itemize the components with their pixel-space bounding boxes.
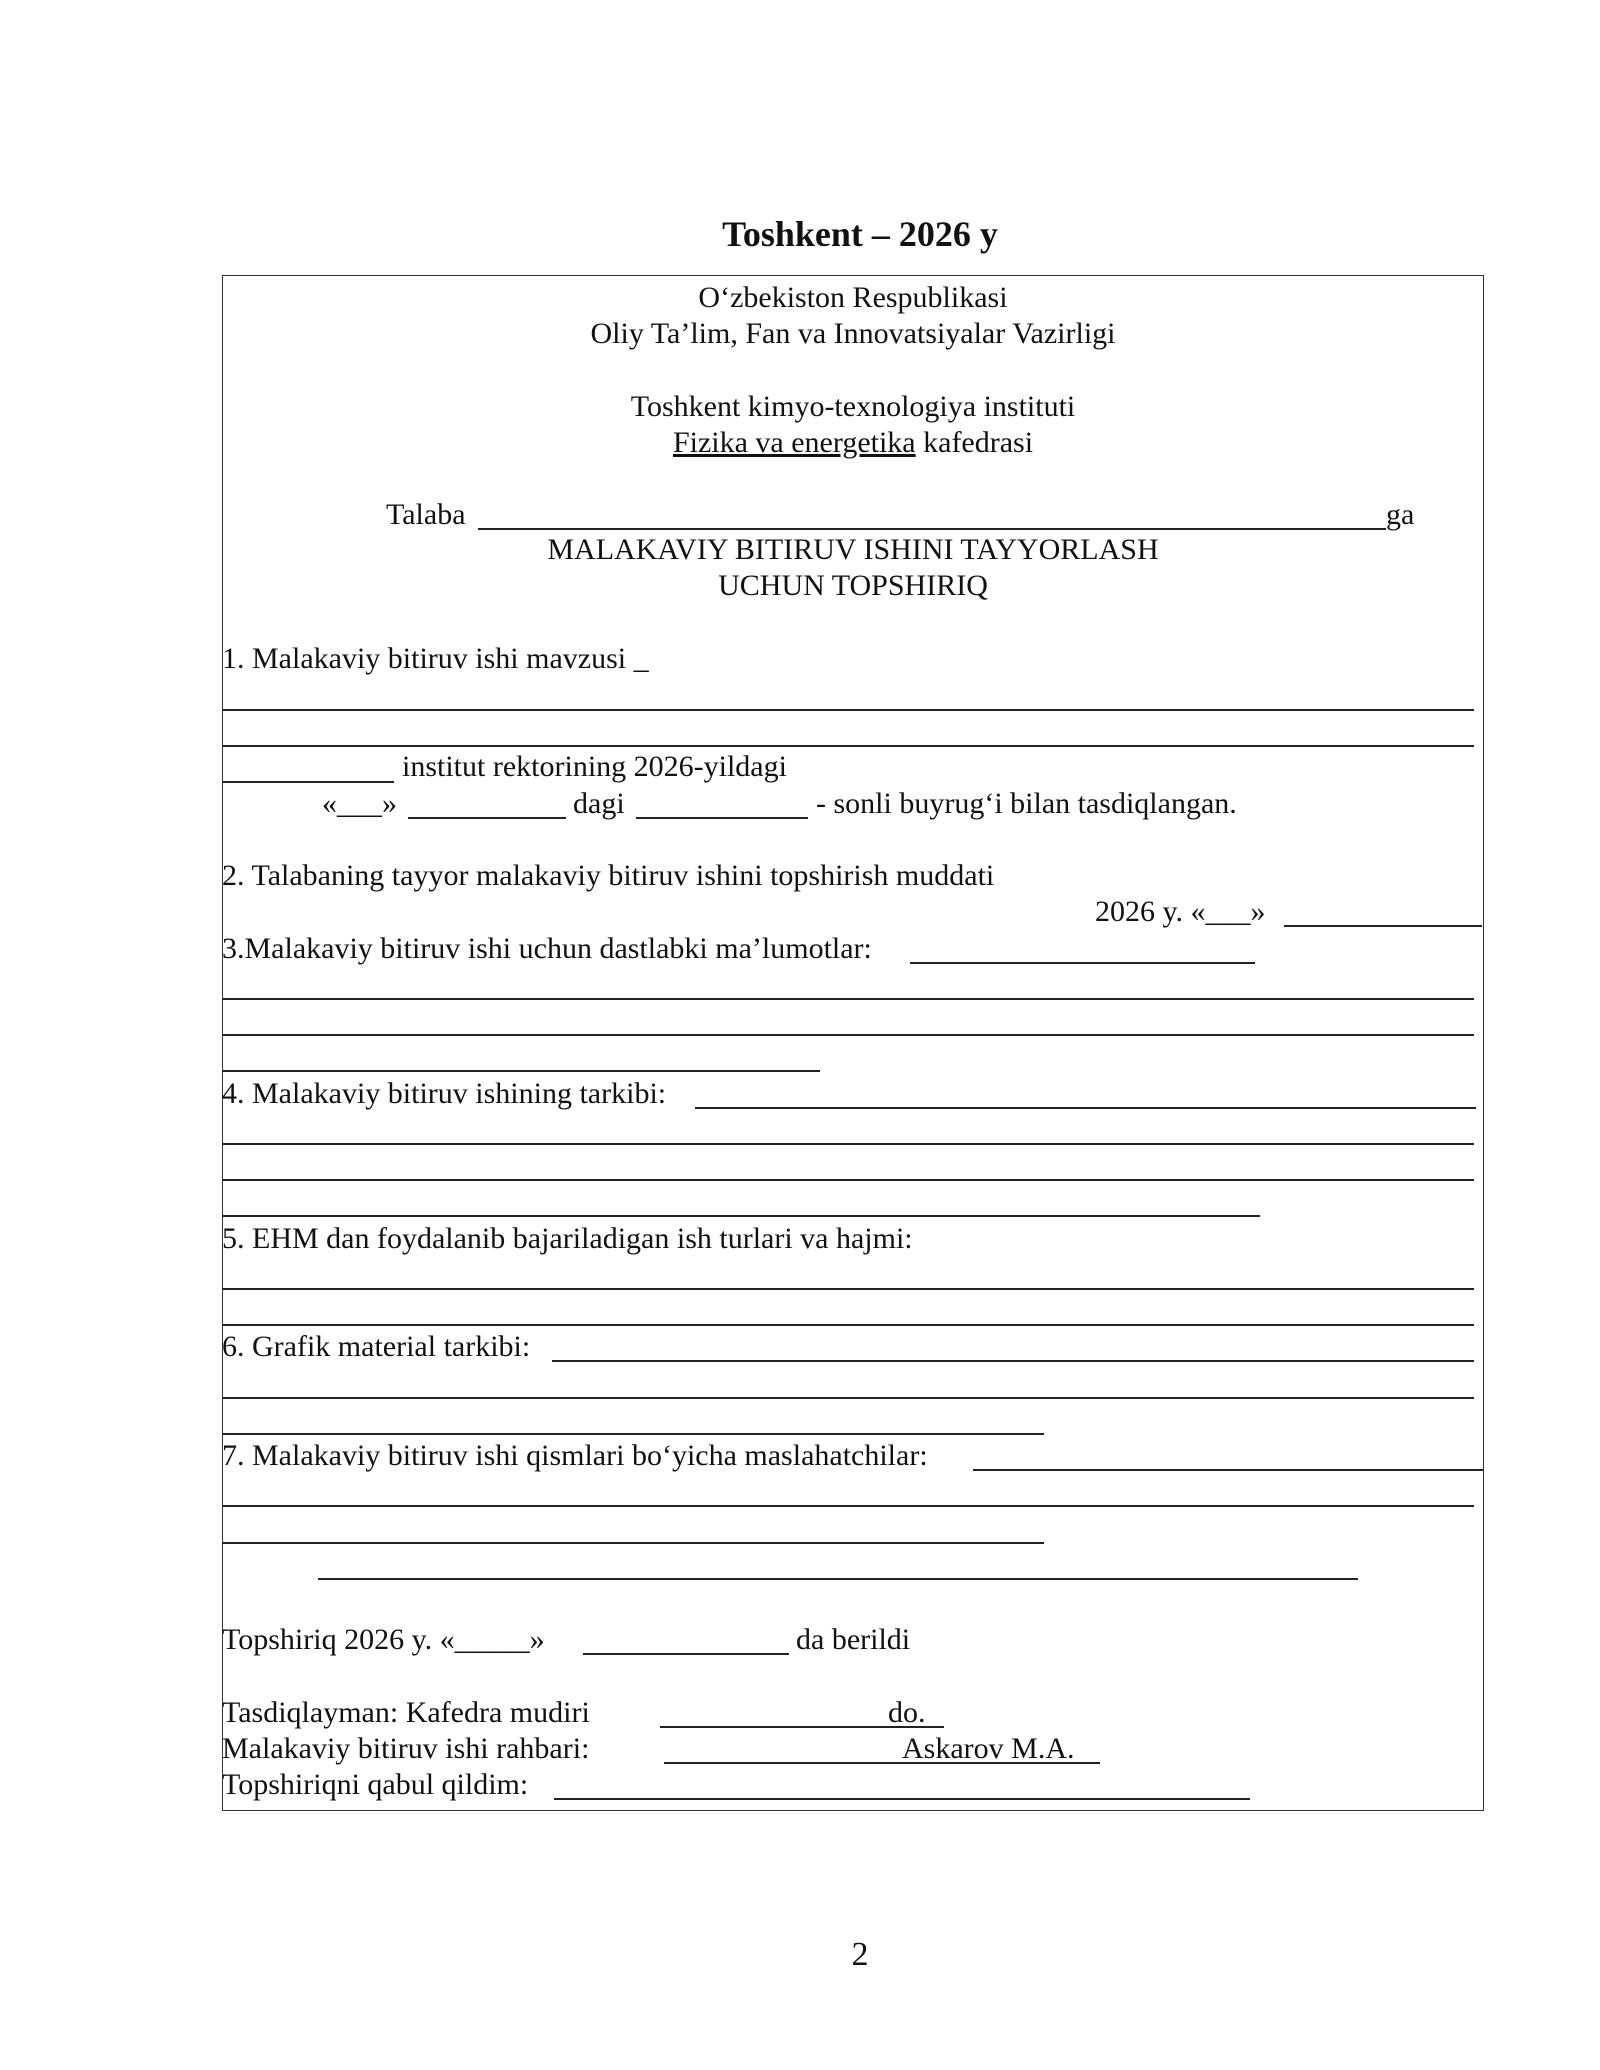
- initial-data-blank-4[interactable]: [222, 1070, 820, 1072]
- order-number-blank[interactable]: [636, 817, 808, 819]
- approve-value: do.: [888, 1696, 926, 1729]
- accepted-label: Topshiriqni qabul qildim:: [222, 1768, 529, 1801]
- order-dagi: dagi: [573, 787, 625, 820]
- computer-work-blank-1[interactable]: [222, 1288, 1474, 1290]
- issued-prefix: Topshiriq 2026 y. «_____»: [222, 1623, 545, 1656]
- content-label: 4. Malakaviy bitiruv ishining tarkibi:: [222, 1077, 667, 1110]
- order-quote: «___»: [322, 787, 397, 820]
- student-suffix: ga: [1386, 498, 1415, 531]
- topic-blank-2[interactable]: [222, 745, 1474, 747]
- department-name: Fizika va energetika: [672, 426, 916, 459]
- computer-work-label: 5. EHM dan foydalanib bajariladigan ish turlari va hajmi:: [222, 1222, 913, 1255]
- computer-work-blank-2[interactable]: [222, 1324, 1474, 1326]
- content-blank-4[interactable]: [222, 1215, 1260, 1217]
- approve-label: Tasdiqlayman: Kafedra mudiri: [222, 1696, 590, 1729]
- order-month-blank[interactable]: [408, 817, 566, 819]
- graphics-blank-3[interactable]: [222, 1433, 1044, 1435]
- form-title-line1: MALAKAVIY BITIRUV ISHINI TAYYORLASH: [547, 533, 1159, 566]
- graphics-blank-2[interactable]: [222, 1397, 1474, 1399]
- order-blank-1[interactable]: [222, 781, 394, 783]
- institute-name: Toshkent kimyo-texnologiya instituti: [630, 390, 1076, 423]
- student-name-blank[interactable]: [478, 528, 1386, 530]
- ministry-name: Oliy Ta’lim, Fan va Innovatsiyalar Vazirligi: [590, 317, 1116, 350]
- supervisor-label: Malakaviy bitiruv ishi rahbari:: [222, 1732, 590, 1765]
- accepted-signature-blank[interactable]: [554, 1798, 1250, 1800]
- consultants-label: 7. Malakaviy bitiruv ishi qismlari bo‘yicha maslahatchilar:: [222, 1439, 928, 1472]
- initial-data-label: 3.Malakaviy bitiruv ishi uchun dastlabki ma’lumotlar:: [222, 932, 872, 965]
- page-number: 2: [851, 1936, 869, 1973]
- content-blank-1[interactable]: [695, 1107, 1476, 1109]
- consultants-blank-1[interactable]: [973, 1469, 1483, 1471]
- topic-label: 1. Malakaviy bitiruv ishi mavzusi _: [222, 642, 649, 675]
- form-title-line2: UCHUN TOPSHIRIQ: [718, 569, 988, 602]
- graphics-blank-1[interactable]: [552, 1360, 1474, 1362]
- deadline-month-blank[interactable]: [1284, 925, 1482, 927]
- deadline-label: 2. Talabaning tayyor malakaviy bitiruv ishini topshirish muddati: [222, 859, 995, 892]
- supervisor-value: Askarov M.A.: [902, 1732, 1075, 1765]
- republic-name: O‘zbekiston Respublikasi: [698, 281, 1008, 314]
- content-blank-3[interactable]: [222, 1179, 1474, 1181]
- content-blank-2[interactable]: [222, 1143, 1474, 1145]
- consultants-blank-4[interactable]: [318, 1578, 1358, 1580]
- deadline-date: 2026 y. «___»: [1095, 895, 1266, 928]
- department-suffix: kafedrasi: [915, 426, 1034, 459]
- graphics-label: 6. Grafik material tarkibi:: [222, 1330, 531, 1363]
- issued-month-blank[interactable]: [583, 1653, 789, 1655]
- initial-data-blank-3[interactable]: [222, 1034, 1474, 1036]
- initial-data-blank-2[interactable]: [222, 998, 1474, 1000]
- order-suffix: - sonli buyrug‘i bilan tasdiqlangan.: [816, 787, 1237, 820]
- consultants-blank-2[interactable]: [222, 1505, 1474, 1507]
- page-heading: Toshkent – 2026 y: [722, 214, 998, 254]
- initial-data-blank-1[interactable]: [910, 962, 1255, 964]
- department-line: [222, 425, 1484, 461]
- consultants-blank-3[interactable]: [222, 1542, 1044, 1544]
- order-line1: institut rektorining 2026-yildagi: [402, 750, 787, 783]
- student-label: Talaba: [386, 498, 466, 531]
- issued-suffix: da berildi: [796, 1623, 911, 1656]
- topic-blank-1[interactable]: [222, 709, 1474, 711]
